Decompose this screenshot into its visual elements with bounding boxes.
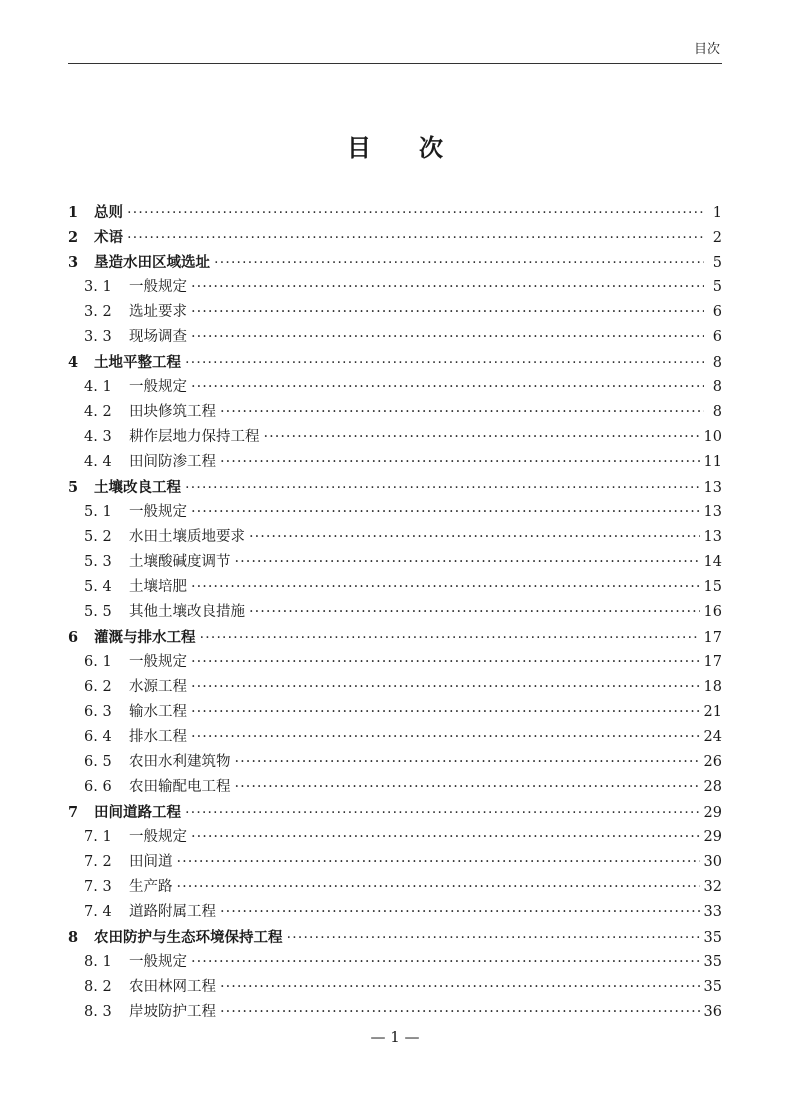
toc-entry-page: 5 [712, 255, 722, 271]
toc-entry-section[interactable] [68, 975, 722, 1000]
toc-entry-label: 术语 [94, 230, 123, 246]
toc-entry-section[interactable] [68, 750, 722, 775]
toc-entry-number: 7 [68, 804, 79, 821]
toc-entry-label: 一般规定 [129, 654, 187, 670]
toc-entry-page: 35 [703, 954, 722, 970]
toc-dot-leader [235, 775, 700, 800]
toc-dot-leader [177, 875, 700, 900]
toc-entry-page: 13 [703, 504, 722, 520]
toc-entry-label: 一般规定 [129, 954, 187, 970]
toc-entry-page: 5 [712, 279, 722, 295]
toc-entry-chapter[interactable] [68, 225, 722, 250]
toc-entry-page: 17 [703, 654, 722, 670]
toc-entry-section[interactable] [68, 850, 722, 875]
toc-entry-section[interactable] [68, 425, 722, 450]
toc-entry-section[interactable] [68, 500, 722, 525]
toc-entry-page: 30 [703, 854, 722, 870]
toc-entry-label: 一般规定 [129, 829, 187, 845]
toc-entry-page: 8 [712, 404, 722, 420]
toc-entry-section[interactable] [68, 950, 722, 975]
toc-dot-leader [191, 325, 704, 350]
toc-entry-number: 6. 4 [84, 729, 112, 745]
toc-entry-section[interactable] [68, 275, 722, 300]
toc-entry-label: 农田水利建筑物 [129, 754, 231, 770]
toc-entry-page: 17 [703, 630, 722, 646]
toc-entry-page: 16 [703, 604, 722, 620]
toc-entry-label: 田间道路工程 [94, 805, 181, 821]
toc-dot-leader [127, 201, 704, 226]
toc-entry-page: 8 [712, 379, 722, 395]
toc-entry-label: 一般规定 [129, 279, 187, 295]
toc-entry-page: 14 [703, 554, 722, 570]
toc-entry-number: 7. 2 [84, 854, 112, 870]
toc-entry-page: 6 [712, 329, 722, 345]
toc-entry-page: 6 [712, 304, 722, 320]
toc-entry-number: 7. 1 [84, 829, 112, 845]
toc-entry-label: 其他土壤改良措施 [129, 604, 245, 620]
toc-entry-label: 田间防渗工程 [129, 454, 216, 470]
toc-dot-leader [185, 801, 700, 826]
toc-entry-page: 10 [703, 429, 722, 445]
toc-dot-leader [191, 500, 700, 525]
toc-entry-page: 13 [703, 529, 722, 545]
toc-entry-number: 8. 3 [84, 1004, 112, 1020]
toc-dot-leader [191, 950, 700, 975]
toc-entry-number: 6. 6 [84, 779, 112, 795]
toc-entry-page: 35 [703, 979, 722, 995]
toc-entry-number: 3. 3 [84, 329, 112, 345]
toc-entry-label: 土壤改良工程 [94, 480, 181, 496]
toc-entry-number: 5. 2 [84, 529, 112, 545]
header-rule [68, 63, 722, 64]
toc-entry-number: 5 [68, 479, 79, 496]
toc-entry-page: 18 [703, 679, 722, 695]
toc-entry-label: 农田防护与生态环境保持工程 [94, 930, 283, 946]
toc-entry-number: 8 [68, 929, 79, 946]
toc-entry-number: 8. 2 [84, 979, 112, 995]
page-number: — 1 — [370, 1028, 420, 1046]
toc-entry-chapter[interactable] [68, 925, 722, 950]
toc-entry-section[interactable] [68, 450, 722, 475]
toc-entry-section[interactable] [68, 600, 722, 625]
toc-entry-section[interactable] [68, 400, 722, 425]
toc-entry-section[interactable] [68, 300, 722, 325]
toc-entry-number: 6. 2 [84, 679, 112, 695]
toc-dot-leader [200, 626, 700, 651]
toc-entry-label: 现场调查 [129, 329, 187, 345]
toc-entry-page: 15 [703, 579, 722, 595]
toc-dot-leader [191, 725, 700, 750]
toc-entry-label: 生产路 [129, 879, 173, 895]
toc-dot-leader [191, 375, 704, 400]
toc-entry-number: 6 [68, 629, 79, 646]
toc-dot-leader [249, 600, 700, 625]
toc-entry-chapter[interactable] [68, 625, 722, 650]
toc-dot-leader [185, 476, 700, 501]
toc-dot-leader [191, 825, 700, 850]
toc-entry-number: 5. 4 [84, 579, 112, 595]
toc-entry-label: 输水工程 [129, 704, 187, 720]
toc-entry-section[interactable] [68, 375, 722, 400]
toc-entry-page: 33 [703, 904, 722, 920]
toc-entry-number: 5. 5 [84, 604, 112, 620]
toc-entry-page: 36 [703, 1004, 722, 1020]
page-title [0, 128, 790, 163]
title-char-2: 次 [419, 134, 443, 162]
toc-entry-page: 24 [703, 729, 722, 745]
toc-dot-leader [220, 1000, 700, 1025]
toc-entry-number: 6. 1 [84, 654, 112, 670]
toc-entry-page: 21 [703, 704, 722, 720]
toc-entry-section[interactable] [68, 775, 722, 800]
toc-dot-leader [191, 650, 700, 675]
toc-entry-number: 3 [68, 254, 79, 271]
toc-entry-number: 4. 4 [84, 454, 112, 470]
toc-entry-section[interactable] [68, 525, 722, 550]
toc-dot-leader [220, 400, 704, 425]
running-header: 目次 [693, 42, 720, 57]
toc-entry-section[interactable] [68, 325, 722, 350]
toc-dot-leader [264, 425, 700, 450]
toc-entry-label: 一般规定 [129, 379, 187, 395]
toc-entry-section[interactable] [68, 725, 722, 750]
toc-entry-chapter[interactable] [68, 250, 722, 275]
toc-entry-number: 5. 1 [84, 504, 112, 520]
toc-entry-section[interactable] [68, 675, 722, 700]
toc-entry-label: 排水工程 [129, 729, 187, 745]
toc-entry-section[interactable] [68, 875, 722, 900]
toc-entry-section[interactable] [68, 550, 722, 575]
toc-entry-page: 26 [703, 754, 722, 770]
toc-entry-label: 农田输配电工程 [129, 779, 231, 795]
toc-entry-number: 4 [68, 354, 79, 371]
toc-entry-number: 6. 3 [84, 704, 112, 720]
toc-entry-chapter[interactable] [68, 475, 722, 500]
toc-entry-page: 1 [712, 205, 722, 221]
toc-dot-leader [191, 575, 700, 600]
toc-dot-leader [235, 750, 700, 775]
toc-entry-label: 农田林网工程 [129, 979, 216, 995]
toc-entry-section[interactable] [68, 900, 722, 925]
toc-dot-leader [127, 226, 704, 251]
toc-entry-section[interactable] [68, 825, 722, 850]
toc-dot-leader [220, 450, 700, 475]
toc-entry-number: 7. 3 [84, 879, 112, 895]
toc-entry-page: 2 [712, 230, 722, 246]
toc-entry-label: 田块修筑工程 [129, 404, 216, 420]
toc-entry-section[interactable] [68, 700, 722, 725]
toc-entry-label: 土壤培肥 [129, 579, 187, 595]
toc-dot-leader [177, 850, 700, 875]
toc-entry-number: 4. 3 [84, 429, 112, 445]
toc-entry-label: 岸坡防护工程 [129, 1004, 216, 1020]
toc-entry-page: 11 [703, 454, 722, 470]
toc-dot-leader [185, 351, 704, 376]
toc-entry-page: 32 [703, 879, 722, 895]
toc-entry-label: 耕作层地力保持工程 [129, 429, 260, 445]
toc-entry-section[interactable] [68, 650, 722, 675]
toc-dot-leader [235, 550, 700, 575]
toc-entry-section[interactable] [68, 575, 722, 600]
title-char-1: 目 [347, 134, 371, 162]
toc-dot-leader [191, 700, 700, 725]
toc-dot-leader [287, 926, 700, 951]
toc-dot-leader [191, 300, 704, 325]
toc-entry-label: 总则 [94, 205, 123, 221]
toc-entry-number: 3. 2 [84, 304, 112, 320]
toc-entry-page: 13 [703, 480, 722, 496]
toc-entry-number: 6. 5 [84, 754, 112, 770]
toc-entry-chapter[interactable] [68, 200, 722, 225]
toc-entry-label: 水田土壤质地要求 [129, 529, 245, 545]
toc-entry-page: 29 [703, 829, 722, 845]
toc-entry-number: 4. 1 [84, 379, 112, 395]
toc-entry-number: 7. 4 [84, 904, 112, 920]
toc-entry-label: 选址要求 [129, 304, 187, 320]
toc-entry-number: 4. 2 [84, 404, 112, 420]
toc-entry-label: 水源工程 [129, 679, 187, 695]
toc-dot-leader [191, 275, 704, 300]
toc-dot-leader [220, 975, 700, 1000]
toc-entry-number: 3. 1 [84, 279, 112, 295]
toc-entry-number: 2 [68, 229, 79, 246]
toc-entry-chapter[interactable] [68, 350, 722, 375]
toc-list [68, 200, 722, 1025]
toc-entry-page: 8 [712, 355, 722, 371]
toc-entry-page: 28 [703, 779, 722, 795]
toc-entry-number: 5. 3 [84, 554, 112, 570]
toc-entry-label: 土壤酸碱度调节 [129, 554, 231, 570]
toc-entry-number: 8. 1 [84, 954, 112, 970]
toc-entry-section[interactable] [68, 1000, 722, 1025]
toc-entry-label: 一般规定 [129, 504, 187, 520]
toc-entry-page: 35 [703, 930, 722, 946]
toc-entry-label: 土地平整工程 [94, 355, 181, 371]
toc-entry-label: 灌溉与排水工程 [94, 630, 196, 646]
toc-dot-leader [220, 900, 700, 925]
toc-entry-chapter[interactable] [68, 800, 722, 825]
toc-entry-label: 垦造水田区域选址 [94, 255, 210, 271]
toc-dot-leader [191, 675, 700, 700]
toc-entry-page: 29 [703, 805, 722, 821]
toc-entry-number: 1 [68, 204, 79, 221]
toc-dot-leader [249, 525, 700, 550]
toc-dot-leader [214, 251, 704, 276]
toc-entry-label: 道路附属工程 [129, 904, 216, 920]
toc-entry-label: 田间道 [129, 854, 173, 870]
